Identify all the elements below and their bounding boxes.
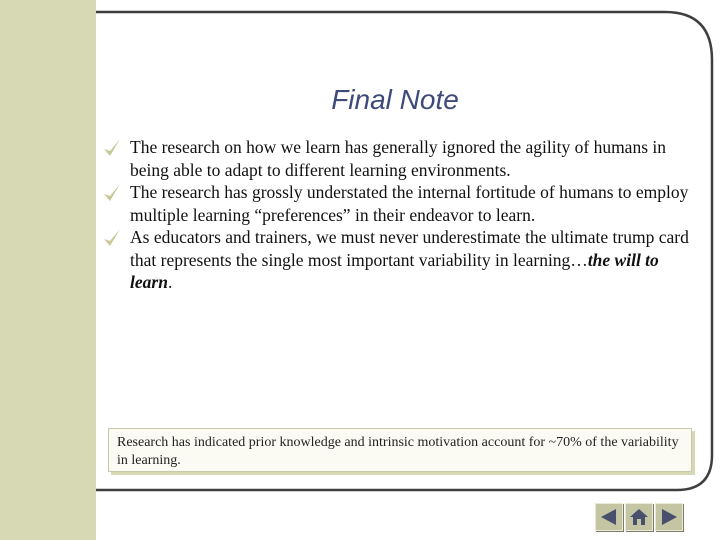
bullet-item bbox=[102, 136, 692, 181]
bullet-text: The research on how we learn has generally ignored the agility of humans in being able to adapt to different learning environments. bbox=[130, 137, 666, 180]
bullet-text: The research has grossly understated the internal fortitude of humans to employ multiple learning “preferences” in their endeavor to learn. bbox=[130, 182, 689, 225]
slide-title: Final Note bbox=[331, 84, 459, 115]
checkmark-icon bbox=[102, 137, 122, 159]
checkmark-icon bbox=[102, 227, 122, 249]
previous-button[interactable] bbox=[595, 503, 623, 531]
note-text: Research has indicated prior knowledge and intrinsic motivation account for ~70% of the variability in learning. bbox=[117, 435, 679, 468]
note-box bbox=[108, 428, 692, 472]
bullet-list bbox=[102, 136, 692, 294]
home-button[interactable] bbox=[625, 503, 653, 531]
bullet-item bbox=[102, 181, 692, 226]
bullet-emphasis: the will to learn bbox=[130, 249, 659, 292]
bullet-item bbox=[102, 226, 692, 294]
arrow-right-icon bbox=[656, 504, 682, 530]
bullet-text-end: . bbox=[167, 272, 173, 292]
bullet-text: As educators and trainers, we must never underestimate the ultimate trump card that represents the single most important variability in learning… bbox=[130, 227, 689, 270]
checkmark-icon bbox=[102, 182, 122, 204]
arrow-left-icon bbox=[596, 504, 622, 530]
next-button[interactable] bbox=[655, 503, 683, 531]
home-icon bbox=[626, 504, 652, 530]
